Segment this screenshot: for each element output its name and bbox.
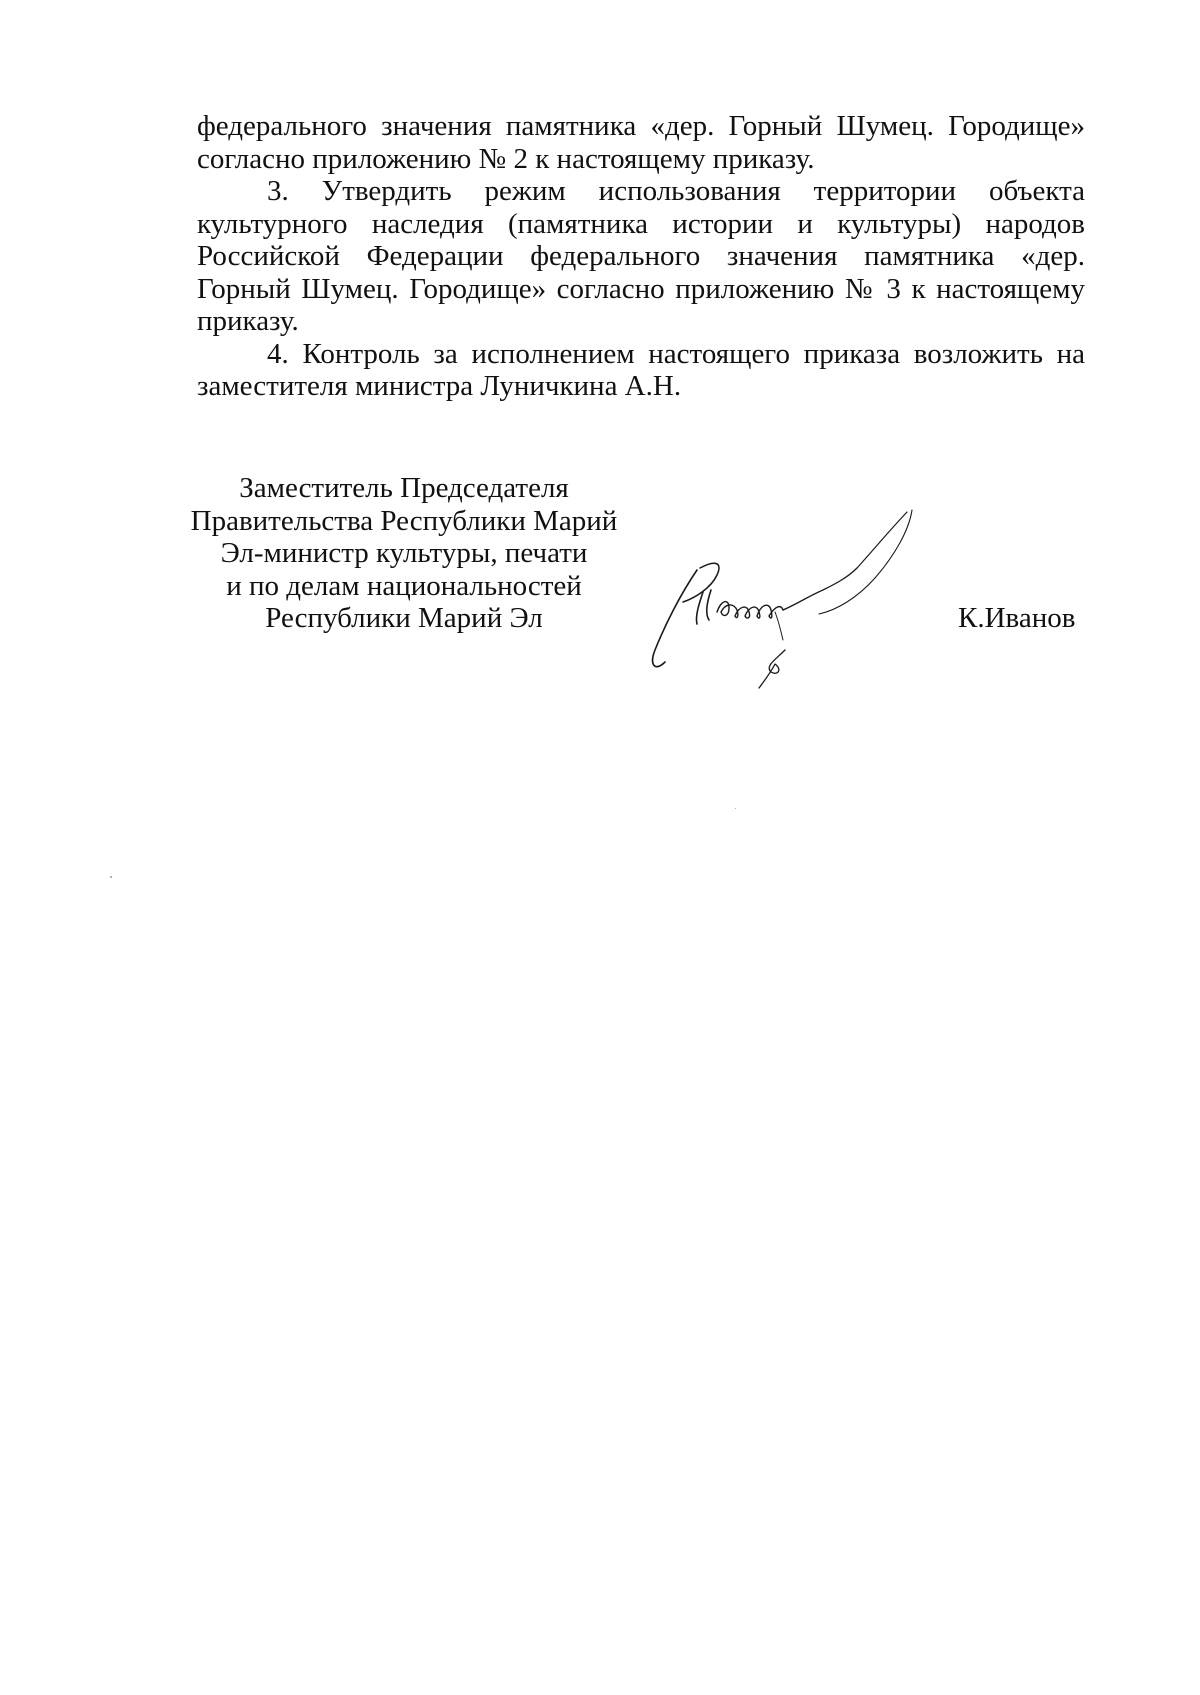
paragraph-continuation: федерального значения памятника «дер. Горный Шумец. Городище» согласно приложению № 2 к настоящему приказу. [197,110,1085,175]
position-line: и по делам национальностей [226,569,582,602]
position-line: Эл-министр культуры, печати [220,537,588,569]
paragraph-item-4: 4. Контроль за исполнением настоящего приказа возложить на заместителя министра Луничкина А.Н. [197,337,1085,402]
signatory-position [190,472,618,635]
signer-name: К.Иванов [958,602,1076,634]
scan-speck [735,808,736,809]
document-body [197,110,1085,403]
position-line: Республики Марий Эл [265,602,543,634]
position-line: Правительства Республики Марий [190,504,618,537]
paragraph-item-3: 3. Утвердить режим использования территории объекта культурного наследия (памятника истории и культуры) народов Российской Федерации федерального значения памятника «дер. Горный Шумец. Городище» согласно приложению № 3 к настоящему приказу. [197,175,1085,337]
scan-speck [110,876,112,878]
position-line: Заместитель Председателя [239,472,569,504]
handwritten-signature-icon [625,500,945,700]
